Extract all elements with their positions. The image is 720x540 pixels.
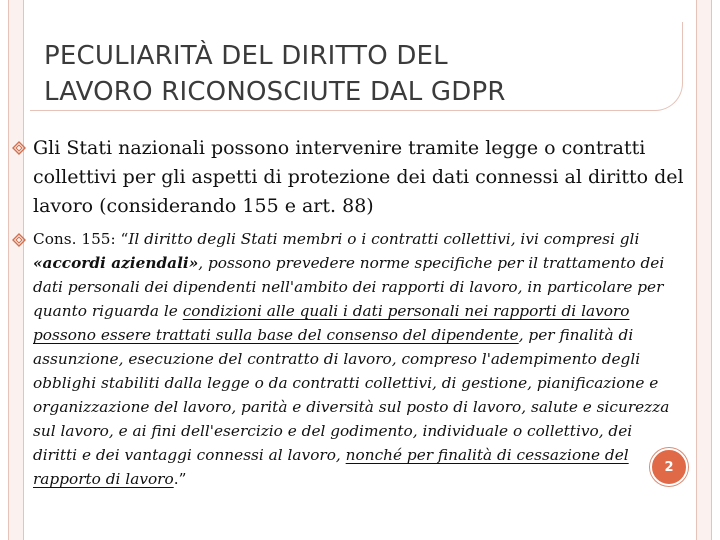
- slide-title-line1: PECULIARITÀ DEL DIRITTO DEL: [44, 41, 448, 71]
- bullet-text-2: [33, 227, 678, 491]
- page-number-badge: 2: [650, 448, 688, 486]
- quote-underlined-cessazione: nonché per finalità di cessazione del rapporto di lavoro: [33, 446, 629, 488]
- slide-title-line2: LAVORO RICONOSCIUTE DAL GDPR: [44, 77, 506, 107]
- diamond-bullet-icon: [12, 141, 26, 155]
- bullet-text-1: Gli Stati nazionali possono intervenire tramite legge o contratti collettivi per gli aspetti di protezione dei dati connessi al diritto del lavoro (considerando 155 e art. 88): [33, 137, 684, 217]
- quote-segment-5: , per finalità di assunzione, esecuzione del contratto di lavoro, compreso l'adempimento degli obblighi stabiliti dalla legge o da contratti collettivi, di gestione, pianificazione e organizzazione del lavoro, parità e diversità sul posto di lavoro, salute e sicurezza sul lavoro, e ai fini dell'esercizio e del godimento, individuale o collettivo, dei diritti e dei vantaggi connessi al lavoro,: [33, 326, 670, 464]
- quote-prefix: Cons. 155: “: [33, 230, 129, 248]
- left-decorative-frame: [8, 0, 24, 540]
- right-decorative-frame: [696, 0, 712, 540]
- quote-segment-3: , possono prevedere norme specifiche per il trattamento dei dati personali dei dipendenti nell'ambito dei rapporti di lavoro, in particolare per quanto riguarda le: [33, 254, 665, 320]
- diamond-bullet-icon: [12, 233, 26, 247]
- quote-segment-1: Il diritto degli Stati membri o i contratti collettivi, ivi compresi gli: [128, 230, 640, 248]
- slide-title: [44, 38, 664, 110]
- quote-bold-accordi: «accordi aziendali»: [33, 254, 199, 272]
- quote-underlined-consenso: condizioni alle quali i dati personali nei rapporti di lavoro possono essere trattati sulla base del consenso del dipendente: [33, 302, 630, 344]
- quote-suffix: .”: [173, 470, 187, 488]
